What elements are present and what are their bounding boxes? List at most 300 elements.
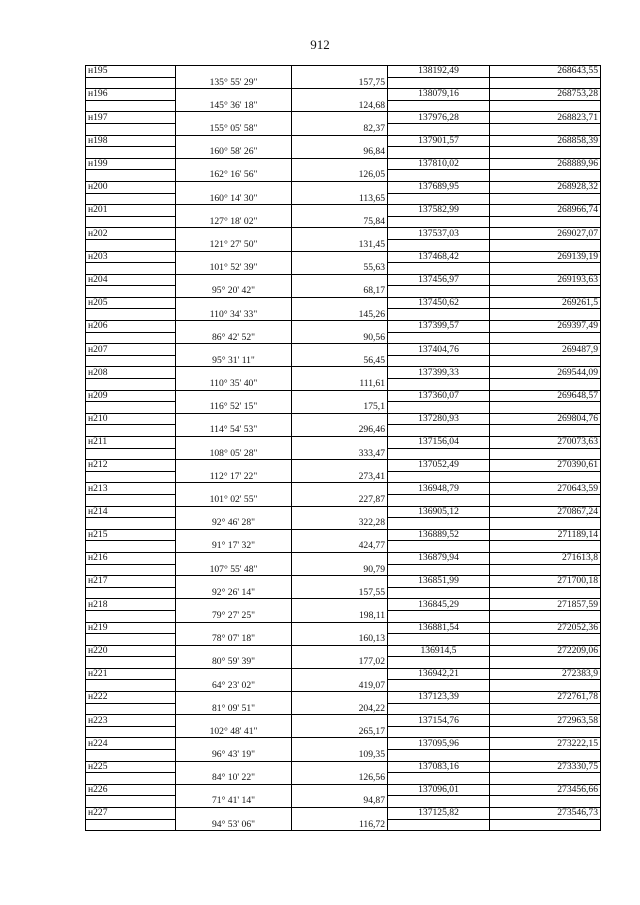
point-row	[86, 413, 601, 425]
x-coordinate: 137810,02	[388, 158, 490, 170]
segment-length: 131,45	[292, 239, 388, 251]
blank-cell	[86, 355, 176, 367]
direction-angle: 64° 23' 02"	[176, 680, 292, 692]
segment-row	[86, 819, 601, 831]
point-id: н200	[86, 181, 176, 193]
blank-cell	[292, 390, 388, 402]
segment-row	[86, 448, 601, 460]
y-coordinate: 268643,55	[490, 66, 601, 78]
x-coordinate: 137280,93	[388, 413, 490, 425]
blank-cell	[176, 367, 292, 379]
blank-cell	[86, 263, 176, 275]
blank-cell	[176, 344, 292, 356]
blank-cell	[388, 494, 490, 506]
segment-row	[86, 680, 601, 692]
segment-row	[86, 286, 601, 298]
blank-cell	[86, 147, 176, 159]
x-coordinate: 136905,12	[388, 506, 490, 518]
blank-cell	[176, 413, 292, 425]
blank-cell	[86, 773, 176, 785]
blank-cell	[388, 402, 490, 414]
y-coordinate: 269487,9	[490, 344, 601, 356]
blank-cell	[292, 460, 388, 472]
segment-row	[86, 239, 601, 251]
segment-length: 90,56	[292, 332, 388, 344]
blank-cell	[292, 158, 388, 170]
point-id: н219	[86, 622, 176, 634]
blank-cell	[292, 321, 388, 333]
point-id: н206	[86, 321, 176, 333]
y-coordinate: 272209,06	[490, 645, 601, 657]
point-id: н204	[86, 274, 176, 286]
y-coordinate: 272383,9	[490, 668, 601, 680]
direction-angle: 108° 05' 28"	[176, 448, 292, 460]
blank-cell	[388, 193, 490, 205]
point-row	[86, 576, 601, 588]
blank-cell	[86, 170, 176, 182]
blank-cell	[388, 355, 490, 367]
y-coordinate: 270867,24	[490, 506, 601, 518]
blank-cell	[388, 750, 490, 762]
blank-cell	[86, 402, 176, 414]
y-coordinate: 271700,18	[490, 576, 601, 588]
direction-angle: 162° 16' 56"	[176, 170, 292, 182]
x-coordinate: 138079,16	[388, 89, 490, 101]
blank-cell	[176, 297, 292, 309]
blank-cell	[176, 181, 292, 193]
direction-angle: 94° 53' 06"	[176, 819, 292, 831]
segment-length: 273,41	[292, 471, 388, 483]
segment-length: 109,35	[292, 750, 388, 762]
segment-length: 157,55	[292, 587, 388, 599]
segment-row	[86, 773, 601, 785]
blank-cell	[86, 541, 176, 553]
blank-cell	[490, 773, 601, 785]
blank-cell	[490, 193, 601, 205]
blank-cell	[292, 506, 388, 518]
direction-angle: 135° 55' 29"	[176, 77, 292, 89]
y-coordinate: 269027,07	[490, 228, 601, 240]
blank-cell	[176, 692, 292, 704]
point-id: н220	[86, 645, 176, 657]
blank-cell	[292, 599, 388, 611]
blank-cell	[490, 518, 601, 530]
point-id: н203	[86, 251, 176, 263]
direction-angle: 101° 52' 39"	[176, 263, 292, 275]
blank-cell	[490, 657, 601, 669]
blank-cell	[176, 529, 292, 541]
direction-angle: 79° 27' 25"	[176, 610, 292, 622]
y-coordinate: 269397,49	[490, 321, 601, 333]
blank-cell	[176, 808, 292, 820]
blank-cell	[176, 251, 292, 263]
y-coordinate: 268889,96	[490, 158, 601, 170]
point-id: н211	[86, 437, 176, 449]
blank-cell	[292, 784, 388, 796]
blank-cell	[86, 471, 176, 483]
blank-cell	[176, 112, 292, 124]
point-row	[86, 460, 601, 472]
blank-cell	[388, 564, 490, 576]
point-row	[86, 181, 601, 193]
segment-row	[86, 193, 601, 205]
blank-cell	[86, 564, 176, 576]
x-coordinate: 137360,07	[388, 390, 490, 402]
segment-row	[86, 796, 601, 808]
blank-cell	[388, 680, 490, 692]
blank-cell	[176, 460, 292, 472]
blank-cell	[292, 692, 388, 704]
y-coordinate: 270073,63	[490, 437, 601, 449]
segment-length: 145,26	[292, 309, 388, 321]
blank-cell	[490, 819, 601, 831]
blank-cell	[490, 541, 601, 553]
blank-cell	[388, 239, 490, 251]
point-row	[86, 645, 601, 657]
x-coordinate: 137399,33	[388, 367, 490, 379]
blank-cell	[176, 552, 292, 564]
blank-cell	[292, 483, 388, 495]
point-row	[86, 251, 601, 263]
blank-cell	[292, 645, 388, 657]
direction-angle: 101° 02' 55"	[176, 494, 292, 506]
point-id: н208	[86, 367, 176, 379]
blank-cell	[388, 332, 490, 344]
segment-row	[86, 263, 601, 275]
segment-length: 82,37	[292, 123, 388, 135]
x-coordinate: 137582,99	[388, 205, 490, 217]
x-coordinate: 137125,82	[388, 808, 490, 820]
point-id: н215	[86, 529, 176, 541]
direction-angle: 92° 46' 28"	[176, 518, 292, 530]
blank-cell	[176, 135, 292, 147]
segment-length: 296,46	[292, 425, 388, 437]
blank-cell	[490, 680, 601, 692]
blank-cell	[176, 599, 292, 611]
y-coordinate: 269139,19	[490, 251, 601, 263]
point-id: н216	[86, 552, 176, 564]
x-coordinate: 138192,49	[388, 66, 490, 78]
blank-cell	[86, 379, 176, 391]
point-row	[86, 715, 601, 727]
blank-cell	[86, 657, 176, 669]
blank-cell	[388, 170, 490, 182]
segment-row	[86, 170, 601, 182]
point-id: н202	[86, 228, 176, 240]
point-row	[86, 738, 601, 750]
direction-angle: 92° 26' 14"	[176, 587, 292, 599]
x-coordinate: 137456,97	[388, 274, 490, 286]
point-id: н222	[86, 692, 176, 704]
point-row	[86, 668, 601, 680]
y-coordinate: 271613,8	[490, 552, 601, 564]
blank-cell	[490, 471, 601, 483]
blank-cell	[388, 703, 490, 715]
y-coordinate: 273546,73	[490, 808, 601, 820]
blank-cell	[292, 251, 388, 263]
blank-cell	[292, 181, 388, 193]
x-coordinate: 137399,57	[388, 321, 490, 333]
direction-angle: 160° 14' 30"	[176, 193, 292, 205]
blank-cell	[86, 587, 176, 599]
blank-cell	[86, 750, 176, 762]
blank-cell	[86, 796, 176, 808]
y-coordinate: 272963,58	[490, 715, 601, 727]
segment-row	[86, 750, 601, 762]
point-row	[86, 599, 601, 611]
blank-cell	[176, 158, 292, 170]
x-coordinate: 137154,76	[388, 715, 490, 727]
blank-cell	[292, 552, 388, 564]
coordinates-table	[85, 65, 601, 831]
point-row	[86, 437, 601, 449]
blank-cell	[388, 610, 490, 622]
point-id: н209	[86, 390, 176, 402]
point-id: н227	[86, 808, 176, 820]
y-coordinate: 268753,28	[490, 89, 601, 101]
y-coordinate: 270643,59	[490, 483, 601, 495]
point-row	[86, 622, 601, 634]
direction-angle: 155° 05' 58"	[176, 123, 292, 135]
blank-cell	[176, 668, 292, 680]
blank-cell	[490, 332, 601, 344]
point-id: н199	[86, 158, 176, 170]
blank-cell	[176, 228, 292, 240]
point-id: н213	[86, 483, 176, 495]
segment-length: 124,68	[292, 100, 388, 112]
blank-cell	[490, 796, 601, 808]
blank-cell	[86, 494, 176, 506]
blank-cell	[176, 89, 292, 101]
point-row	[86, 344, 601, 356]
blank-cell	[86, 239, 176, 251]
blank-cell	[176, 274, 292, 286]
segment-row	[86, 147, 601, 159]
point-row	[86, 158, 601, 170]
blank-cell	[176, 784, 292, 796]
direction-angle: 145° 36' 18"	[176, 100, 292, 112]
direction-angle: 110° 35' 40"	[176, 379, 292, 391]
direction-angle: 71° 41' 14"	[176, 796, 292, 808]
x-coordinate: 137404,76	[388, 344, 490, 356]
blank-cell	[490, 425, 601, 437]
coordinates-table-body	[86, 66, 601, 831]
blank-cell	[176, 321, 292, 333]
point-id: н205	[86, 297, 176, 309]
blank-cell	[176, 645, 292, 657]
segment-length: 126,56	[292, 773, 388, 785]
blank-cell	[388, 518, 490, 530]
direction-angle: 112° 17' 22"	[176, 471, 292, 483]
blank-cell	[490, 286, 601, 298]
blank-cell	[388, 379, 490, 391]
point-id: н226	[86, 784, 176, 796]
x-coordinate: 137156,04	[388, 437, 490, 449]
point-id: н218	[86, 599, 176, 611]
blank-cell	[490, 379, 601, 391]
point-row	[86, 529, 601, 541]
segment-length: 177,02	[292, 657, 388, 669]
blank-cell	[388, 541, 490, 553]
point-row	[86, 808, 601, 820]
direction-angle: 95° 31' 11"	[176, 355, 292, 367]
blank-cell	[490, 750, 601, 762]
blank-cell	[86, 634, 176, 646]
x-coordinate: 137123,39	[388, 692, 490, 704]
point-id: н217	[86, 576, 176, 588]
segment-row	[86, 402, 601, 414]
blank-cell	[176, 576, 292, 588]
segment-length: 90,79	[292, 564, 388, 576]
segment-row	[86, 657, 601, 669]
segment-row	[86, 610, 601, 622]
blank-cell	[388, 773, 490, 785]
blank-cell	[490, 239, 601, 251]
point-id: н195	[86, 66, 176, 78]
blank-cell	[388, 100, 490, 112]
y-coordinate: 273330,75	[490, 761, 601, 773]
y-coordinate: 268928,32	[490, 181, 601, 193]
segment-length: 322,28	[292, 518, 388, 530]
blank-cell	[86, 448, 176, 460]
point-row	[86, 321, 601, 333]
blank-cell	[176, 66, 292, 78]
segment-length: 126,05	[292, 170, 388, 182]
point-row	[86, 228, 601, 240]
segment-length: 116,72	[292, 819, 388, 831]
segment-row	[86, 100, 601, 112]
x-coordinate: 136845,29	[388, 599, 490, 611]
blank-cell	[388, 471, 490, 483]
blank-cell	[388, 216, 490, 228]
blank-cell	[86, 332, 176, 344]
point-row	[86, 761, 601, 773]
point-id: н212	[86, 460, 176, 472]
direction-angle: 110° 34' 33"	[176, 309, 292, 321]
blank-cell	[292, 622, 388, 634]
blank-cell	[292, 89, 388, 101]
x-coordinate: 136942,21	[388, 668, 490, 680]
segment-row	[86, 123, 601, 135]
point-id: н197	[86, 112, 176, 124]
segment-row	[86, 77, 601, 89]
segment-row	[86, 309, 601, 321]
blank-cell	[86, 726, 176, 738]
x-coordinate: 137468,42	[388, 251, 490, 263]
blank-cell	[86, 77, 176, 89]
segment-length: 68,17	[292, 286, 388, 298]
point-row	[86, 506, 601, 518]
segment-length: 113,65	[292, 193, 388, 205]
blank-cell	[292, 66, 388, 78]
x-coordinate: 137096,01	[388, 784, 490, 796]
blank-cell	[86, 703, 176, 715]
point-row	[86, 66, 601, 78]
segment-row	[86, 703, 601, 715]
x-coordinate: 136881,54	[388, 622, 490, 634]
blank-cell	[86, 216, 176, 228]
segment-row	[86, 518, 601, 530]
blank-cell	[176, 437, 292, 449]
segment-length: 160,13	[292, 634, 388, 646]
blank-cell	[490, 448, 601, 460]
y-coordinate: 268823,71	[490, 112, 601, 124]
segment-length: 75,84	[292, 216, 388, 228]
direction-angle: 80° 59' 39"	[176, 657, 292, 669]
segment-row	[86, 355, 601, 367]
y-coordinate: 269544,09	[490, 367, 601, 379]
y-coordinate: 269804,76	[490, 413, 601, 425]
y-coordinate: 270390,61	[490, 460, 601, 472]
y-coordinate: 272761,78	[490, 692, 601, 704]
blank-cell	[176, 483, 292, 495]
blank-cell	[292, 367, 388, 379]
y-coordinate: 268966,74	[490, 205, 601, 217]
blank-cell	[490, 610, 601, 622]
segment-row	[86, 425, 601, 437]
x-coordinate: 136879,94	[388, 552, 490, 564]
blank-cell	[292, 297, 388, 309]
blank-cell	[86, 610, 176, 622]
direction-angle: 116° 52' 15"	[176, 402, 292, 414]
blank-cell	[292, 668, 388, 680]
x-coordinate: 136889,52	[388, 529, 490, 541]
blank-cell	[490, 587, 601, 599]
blank-cell	[388, 796, 490, 808]
blank-cell	[86, 286, 176, 298]
direction-angle: 96° 43' 19"	[176, 750, 292, 762]
blank-cell	[176, 205, 292, 217]
y-coordinate: 273222,15	[490, 738, 601, 750]
x-coordinate: 137083,16	[388, 761, 490, 773]
point-row	[86, 390, 601, 402]
blank-cell	[388, 448, 490, 460]
point-id: н221	[86, 668, 176, 680]
blank-cell	[86, 123, 176, 135]
blank-cell	[176, 622, 292, 634]
x-coordinate: 136914,5	[388, 645, 490, 657]
blank-cell	[388, 634, 490, 646]
blank-cell	[490, 402, 601, 414]
point-id: н201	[86, 205, 176, 217]
segment-length: 96,84	[292, 147, 388, 159]
blank-cell	[292, 761, 388, 773]
blank-cell	[292, 437, 388, 449]
y-coordinate: 268858,39	[490, 135, 601, 147]
blank-cell	[490, 355, 601, 367]
x-coordinate: 136948,79	[388, 483, 490, 495]
segment-length: 111,61	[292, 379, 388, 391]
blank-cell	[490, 703, 601, 715]
blank-cell	[292, 228, 388, 240]
blank-cell	[388, 263, 490, 275]
blank-cell	[292, 529, 388, 541]
blank-cell	[388, 286, 490, 298]
x-coordinate: 137976,28	[388, 112, 490, 124]
segment-length: 227,87	[292, 494, 388, 506]
segment-length: 157,75	[292, 77, 388, 89]
blank-cell	[490, 100, 601, 112]
blank-cell	[292, 344, 388, 356]
blank-cell	[292, 274, 388, 286]
blank-cell	[292, 413, 388, 425]
direction-angle: 86° 42' 52"	[176, 332, 292, 344]
blank-cell	[292, 715, 388, 727]
point-id: н198	[86, 135, 176, 147]
y-coordinate: 273456,66	[490, 784, 601, 796]
direction-angle: 95° 20' 42"	[176, 286, 292, 298]
blank-cell	[176, 761, 292, 773]
